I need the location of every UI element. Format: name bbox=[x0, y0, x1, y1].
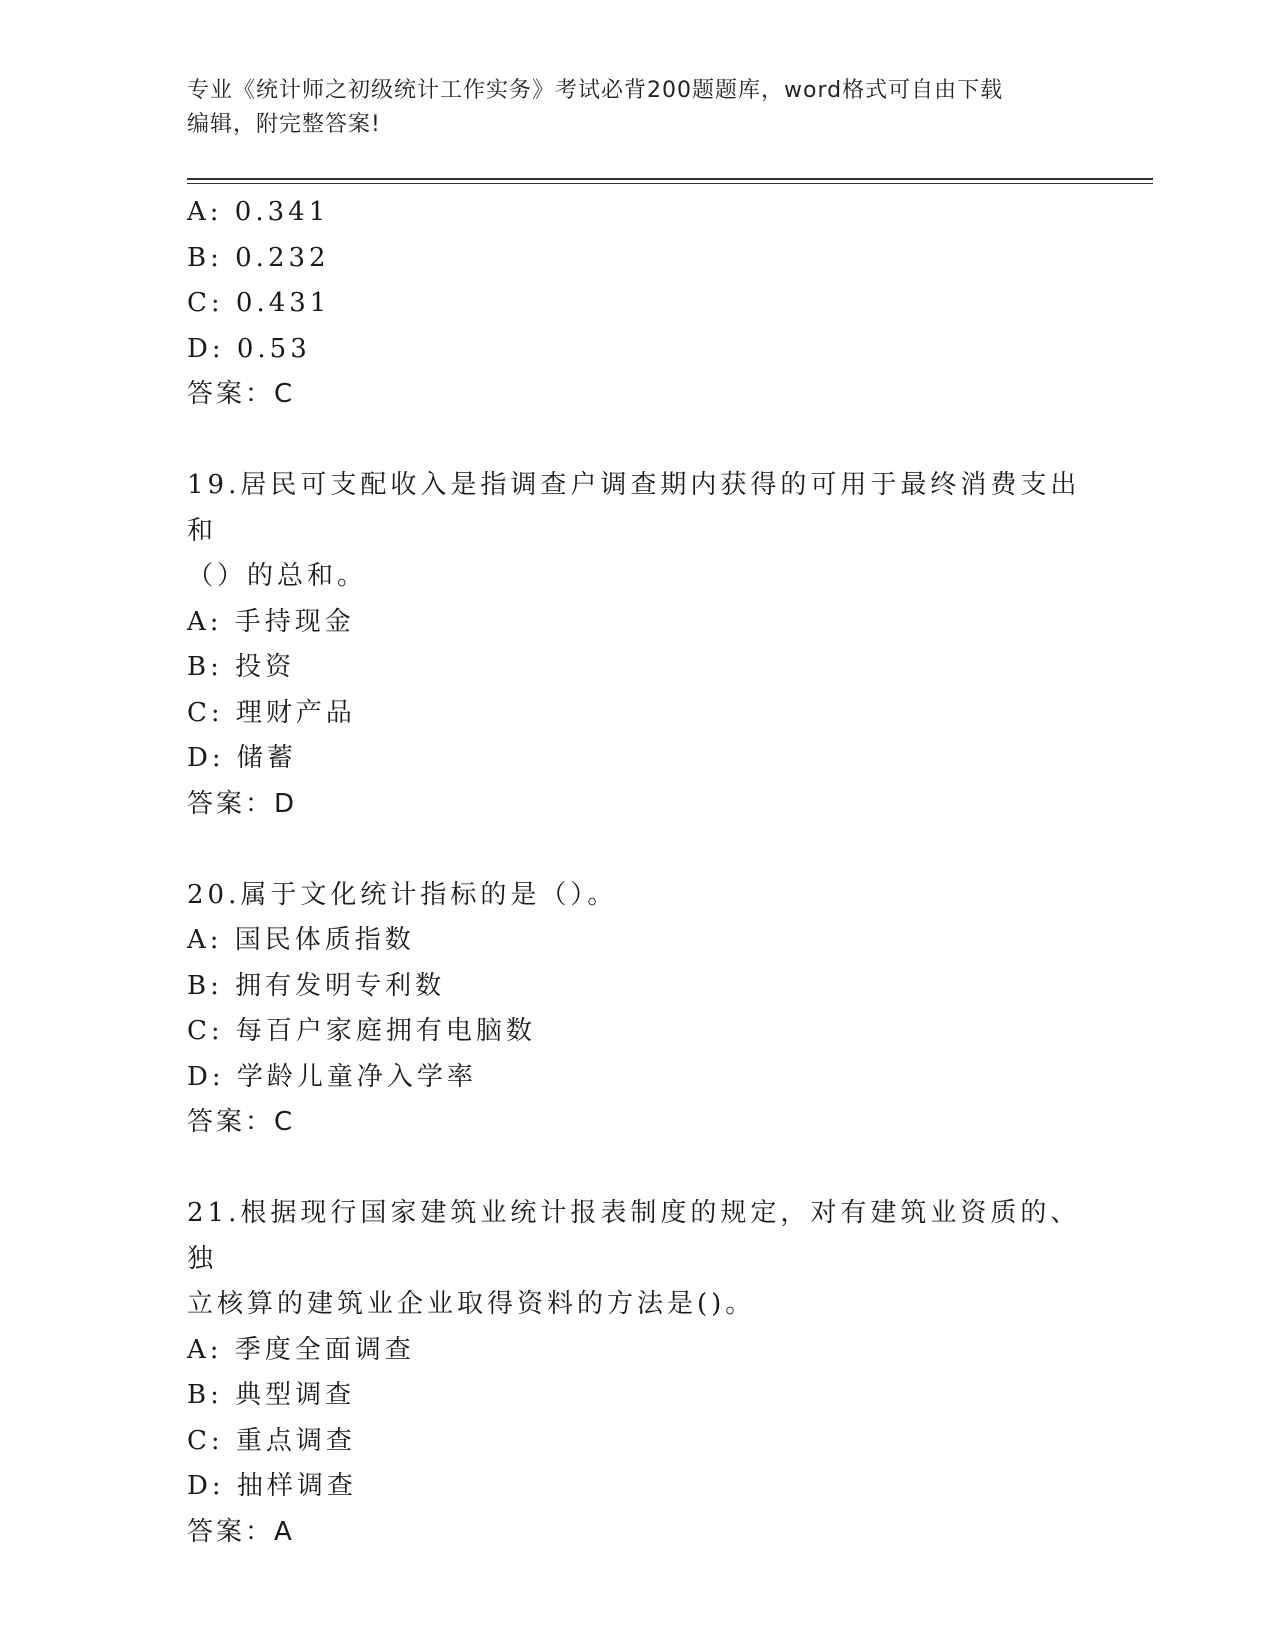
spacer bbox=[187, 1146, 1087, 1192]
question-19 bbox=[187, 463, 1087, 827]
option-b: B: 0.232 bbox=[187, 242, 330, 273]
option-c: C: 0.431 bbox=[187, 288, 331, 318]
option-d: D: 抽样调查 bbox=[187, 1471, 357, 1501]
answer: 答案：C bbox=[187, 379, 296, 409]
header-title-line-1: 专业《统计师之初级统计工作实务》考试必背200题题库，word格式可自由下载 bbox=[187, 78, 1004, 103]
option-a: A: 国民体质指数 bbox=[187, 925, 415, 955]
question-text-line-2: 立核算的建筑业企业取得资料的方法是()。 bbox=[187, 1289, 756, 1319]
document-header bbox=[187, 74, 1067, 142]
option-a: A: 0.341 bbox=[187, 197, 330, 227]
option-a: A: 手持现金 bbox=[187, 606, 355, 637]
question-text-line-1: 20.属于文化统计指标的是（）。 bbox=[187, 879, 618, 910]
option-a: A: 季度全面调查 bbox=[187, 1334, 415, 1365]
option-c: C: 重点调查 bbox=[187, 1425, 356, 1456]
question-20 bbox=[187, 873, 1087, 1146]
question-18 bbox=[187, 190, 1087, 418]
option-d: D: 学龄儿童净入学率 bbox=[187, 1061, 477, 1092]
option-c: C: 理财产品 bbox=[187, 697, 356, 728]
header-divider-thin bbox=[187, 183, 1153, 184]
spacer bbox=[187, 827, 1087, 873]
option-b: B: 拥有发明专利数 bbox=[187, 970, 446, 1001]
option-d: D: 0.53 bbox=[187, 333, 311, 364]
option-d: D: 储蓄 bbox=[187, 743, 297, 773]
answer: 答案：C bbox=[187, 1107, 296, 1137]
option-b: B: 投资 bbox=[187, 652, 296, 682]
spacer bbox=[187, 418, 1087, 464]
question-text-line-1: 19.居民可支配收入是指调查户调查期内获得的可用于最终消费支出和 bbox=[187, 470, 1081, 546]
question-text-line-1: 21.根据现行国家建筑业统计报表制度的规定，对有建筑业资质的、独 bbox=[187, 1198, 1081, 1274]
header-title-line-2: 编辑，附完整答案! bbox=[187, 112, 381, 137]
option-b: B: 典型调查 bbox=[187, 1380, 356, 1410]
question-list bbox=[187, 190, 1087, 1555]
answer: 答案：D bbox=[187, 788, 298, 819]
option-c: C: 每百户家庭拥有电脑数 bbox=[187, 1016, 536, 1046]
question-text-line-2: （）的总和。 bbox=[187, 561, 368, 591]
header-divider-thick bbox=[187, 178, 1153, 180]
answer: 答案：A bbox=[187, 1516, 295, 1547]
question-21 bbox=[187, 1191, 1087, 1555]
